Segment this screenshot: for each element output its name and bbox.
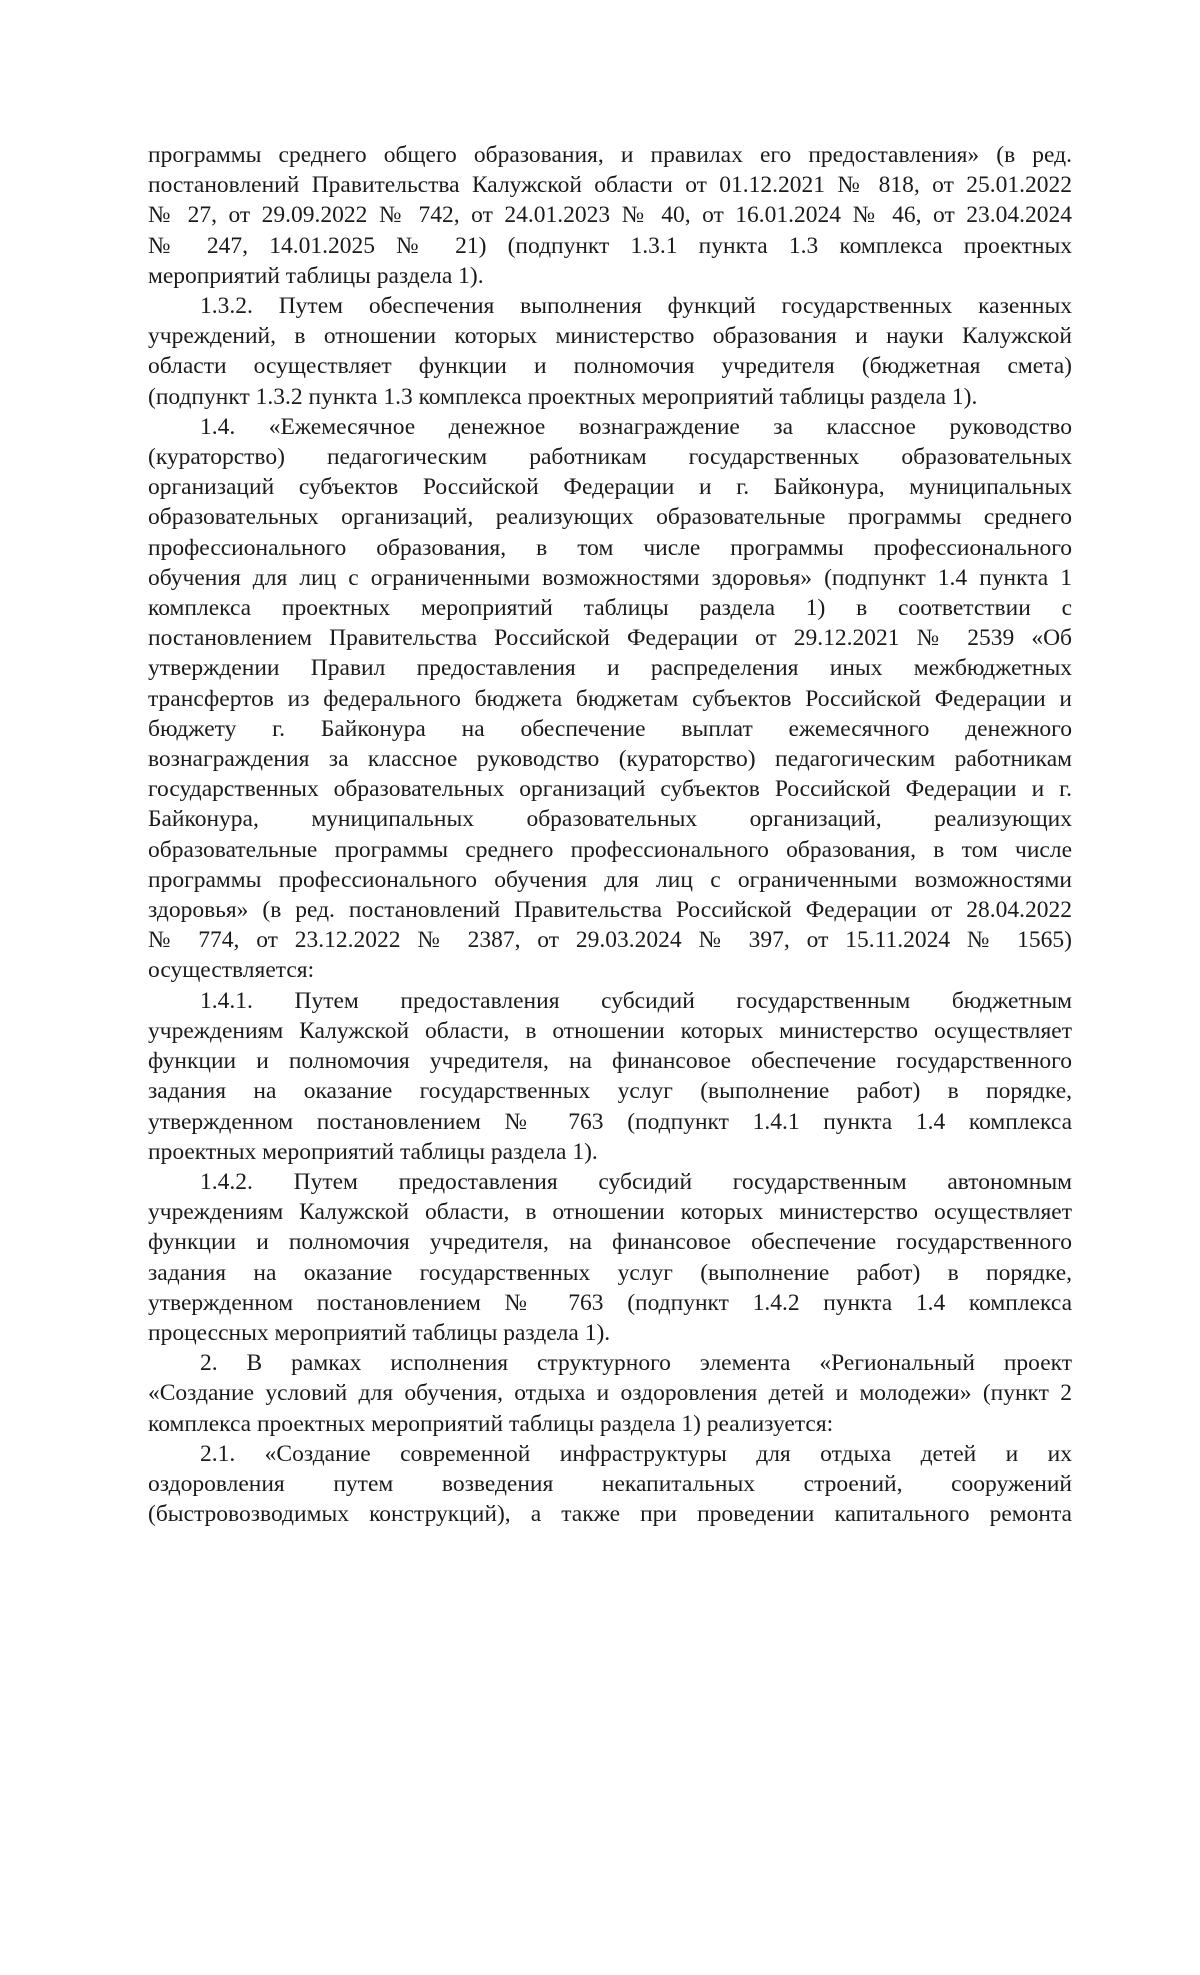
text-line: задания на оказание государственных услуг (выполнение работ) в порядке, (148, 1078, 1072, 1105)
text-line: постановлений Правительства Калужской области от 01.12.2021 № 818, от 25.01.2022 (148, 172, 1072, 199)
text-line: утвержденном постановлением № 763 (подпункт 1.4.2 пункта 1.4 комплекса (148, 1289, 1072, 1316)
text-line: оздоровления путем возведения некапитальных строений, сооружений (148, 1470, 1072, 1497)
text-line: 1.4. «Ежемесячное денежное вознаграждение за классное руководство (200, 413, 1072, 440)
text-line: проектных мероприятий таблицы раздела 1). (148, 1138, 598, 1165)
text-line: трансфертов из федерального бюджета бюджетам субъектов Российской Федерации и (148, 685, 1072, 712)
text-line: образовательных организаций, реализующих образовательные программы среднего (148, 504, 1072, 531)
text-line: утвержденном постановлением № 763 (подпункт 1.4.1 пункта 1.4 комплекса (148, 1108, 1072, 1135)
text-line: процессных мероприятий таблицы раздела 1). (148, 1319, 611, 1346)
text-line: государственных образовательных организаций субъектов Российской Федерации и г. (148, 776, 1072, 803)
text-line: функции и полномочия учредителя, на финансовое обеспечение государственного (148, 1229, 1072, 1256)
document-body (148, 140, 1072, 1529)
text-line: постановлением Правительства Российской Федерации от 29.12.2021 № 2539 «Об (148, 625, 1072, 652)
text-line: № 247, 14.01.2025 № 21) (подпункт 1.3.1 пункта 1.3 комплекса проектных (148, 232, 1072, 259)
text-line: профессионального образования, в том числе программы профессионального (148, 534, 1072, 561)
text-line: 1.4.1. Путем предоставления субсидий государственным бюджетным (200, 987, 1072, 1014)
text-line: 2. В рамках исполнения структурного элемента «Региональный проект (200, 1350, 1072, 1377)
text-line: № 774, от 23.12.2022 № 2387, от 29.03.2024 № 397, от 15.11.2024 № 1565) (148, 927, 1072, 954)
text-line: образовательные программы среднего профессионального образования, в том числе (148, 836, 1072, 863)
text-line: (быстровозводимых конструкций), а также при проведении капитального ремонта (148, 1501, 1072, 1528)
text-line: задания на оказание государственных услуг (выполнение работ) в порядке, (148, 1259, 1072, 1286)
text-line: бюджету г. Байконура на обеспечение выплат ежемесячного денежного (148, 715, 1072, 742)
text-line: Байконура, муниципальных образовательных организаций, реализующих (148, 806, 1072, 833)
text-line: 2.1. «Создание современной инфраструктуры для отдыха детей и их (200, 1440, 1072, 1467)
text-line: мероприятий таблицы раздела 1). (148, 262, 484, 289)
text-line: функции и полномочия учредителя, на финансовое обеспечение государственного (148, 1048, 1072, 1075)
text-line: программы профессионального обучения для лиц с ограниченными возможностями (148, 866, 1072, 893)
text-line: осуществляется: (148, 957, 315, 984)
text-line: учреждений, в отношении которых министерство образования и науки Калужской (148, 323, 1072, 350)
text-line: учреждениям Калужской области, в отношении которых министерство осуществляет (148, 1199, 1072, 1226)
text-line: здоровья» (в ред. постановлений Правительства Российской Федерации от 28.04.2022 (148, 897, 1072, 924)
text-line: учреждениям Калужской области, в отношении которых министерство осуществляет (148, 1017, 1072, 1044)
text-line: вознаграждения за классное руководство (кураторство) педагогическим работникам (148, 746, 1072, 773)
text-line: № 27, от 29.09.2022 № 742, от 24.01.2023 № 40, от 16.01.2024 № 46, от 23.04.2024 (148, 202, 1072, 229)
text-line: (подпункт 1.3.2 пункта 1.3 комплекса проектных мероприятий таблицы раздела 1). (148, 383, 978, 410)
text-line: комплекса проектных мероприятий таблицы раздела 1) реализуется: (148, 1410, 834, 1437)
text-line: организаций субъектов Российской Федерации и г. Байконура, муниципальных (148, 474, 1072, 501)
text-line: 1.3.2. Путем обеспечения выполнения функций государственных казенных (200, 293, 1072, 320)
text-line: обучения для лиц с ограниченными возможностями здоровья» (подпункт 1.4 пункта 1 (148, 564, 1072, 591)
text-line: (кураторство) педагогическим работникам государственных образовательных (148, 444, 1072, 471)
text-line: области осуществляет функции и полномочия учредителя (бюджетная смета) (148, 353, 1072, 380)
text-line: комплекса проектных мероприятий таблицы раздела 1) в соответствии с (148, 595, 1072, 622)
text-line: 1.4.2. Путем предоставления субсидий государственным автономным (200, 1168, 1072, 1195)
text-line: «Создание условий для обучения, отдыха и оздоровления детей и молодежи» (пункт 2 (148, 1380, 1072, 1407)
text-line: программы среднего общего образования, и правилах его предоставления» (в ред. (148, 142, 1072, 168)
text-line: утверждении Правил предоставления и распределения иных межбюджетных (148, 655, 1072, 682)
